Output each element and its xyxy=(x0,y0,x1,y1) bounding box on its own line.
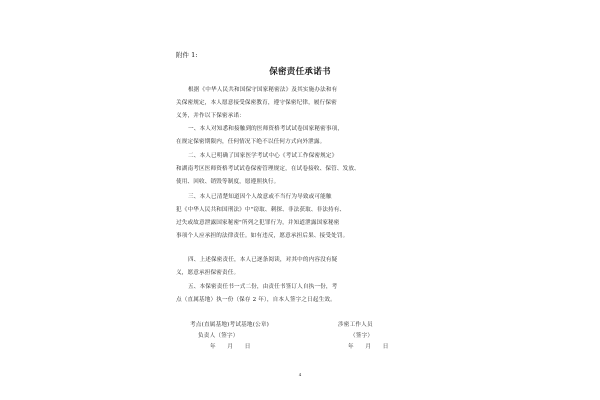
paragraph-line: 五、本保密责任书一式二份，由责任书签订人自执一份，考 xyxy=(188,284,338,290)
date-line: 年 月 日 xyxy=(210,344,251,350)
seal-label: 考点(直属基地)考试基地(公章) xyxy=(190,322,270,328)
paragraph-line: 事项个人应承担的法律责任。如有违反，愿意承担后果、接受处罚。 xyxy=(176,233,349,239)
responsible-person-label: 负责人（签字） xyxy=(198,333,239,339)
paragraph-line: 在规定保密期限内，任何情况下绝不以任何方式向外泄露。 xyxy=(176,139,326,145)
paragraph-line: 义务，并作以下保密承诺： xyxy=(176,113,245,119)
paragraph-line: 四、上述保密责任，本人已逐条阅读，对其中的内容没有疑 xyxy=(188,257,338,263)
paragraph-line: 二、本人已明确了国家医学考试中心《考试工作保密规定》 xyxy=(188,153,338,159)
page-number: 4 xyxy=(298,372,302,377)
paragraph-line: 使用、回收、销毁等制度，愿遵照执行。 xyxy=(176,179,280,185)
paragraph-line: 过失或故意泄露国家秘密"所列之犯罪行为，并知道泄露国家秘密 xyxy=(176,220,340,226)
signature-block-left xyxy=(190,320,269,353)
document-title: 保密责任承诺书 xyxy=(269,67,331,77)
date-line: 年 月 日 xyxy=(348,344,389,350)
paragraph-line: 三、本人已清楚知道因个人故意或不当行为导致或可能触 xyxy=(188,194,332,200)
paragraph-line: 一、本人对知悉和接触到的医师资格考试试卷国家秘密事项， xyxy=(188,126,344,132)
paragraph-line: 根据《中华人民共和国保守国家秘密法》及其实施办法和有 xyxy=(188,87,338,93)
paragraph-item-4 xyxy=(176,254,434,280)
paragraph-line: 义，愿意承担保密责任。 xyxy=(176,270,240,276)
paragraph-item-3 xyxy=(176,191,434,243)
paragraph-item-1 xyxy=(176,123,434,149)
staff-label: 涉密工作人员 xyxy=(338,322,373,328)
paragraph-line: 关保密规定，本人愿意接受保密教育，遵守保密纪律，履行保密 xyxy=(176,100,337,106)
paragraph-line: 点（直属基地）执一份（保存 2 年），自本人签字之日起生效。 xyxy=(176,297,336,303)
signature-block-right xyxy=(338,320,389,353)
paragraph-line: 和湖南考区医师资格考试试卷保密管理规定，在试卷接收、保管、发放、 xyxy=(176,166,360,172)
signature-label: （签字） xyxy=(350,333,374,339)
paragraph-item-5 xyxy=(176,281,434,307)
attachment-label: 附件 1: xyxy=(176,51,198,59)
paragraph-line: 犯《中华人民共和国刑法》中"窃取、刺探、非法获取、非法持有、 xyxy=(176,207,346,213)
paragraph-item-2 xyxy=(176,150,434,189)
paragraph-intro xyxy=(176,84,434,123)
